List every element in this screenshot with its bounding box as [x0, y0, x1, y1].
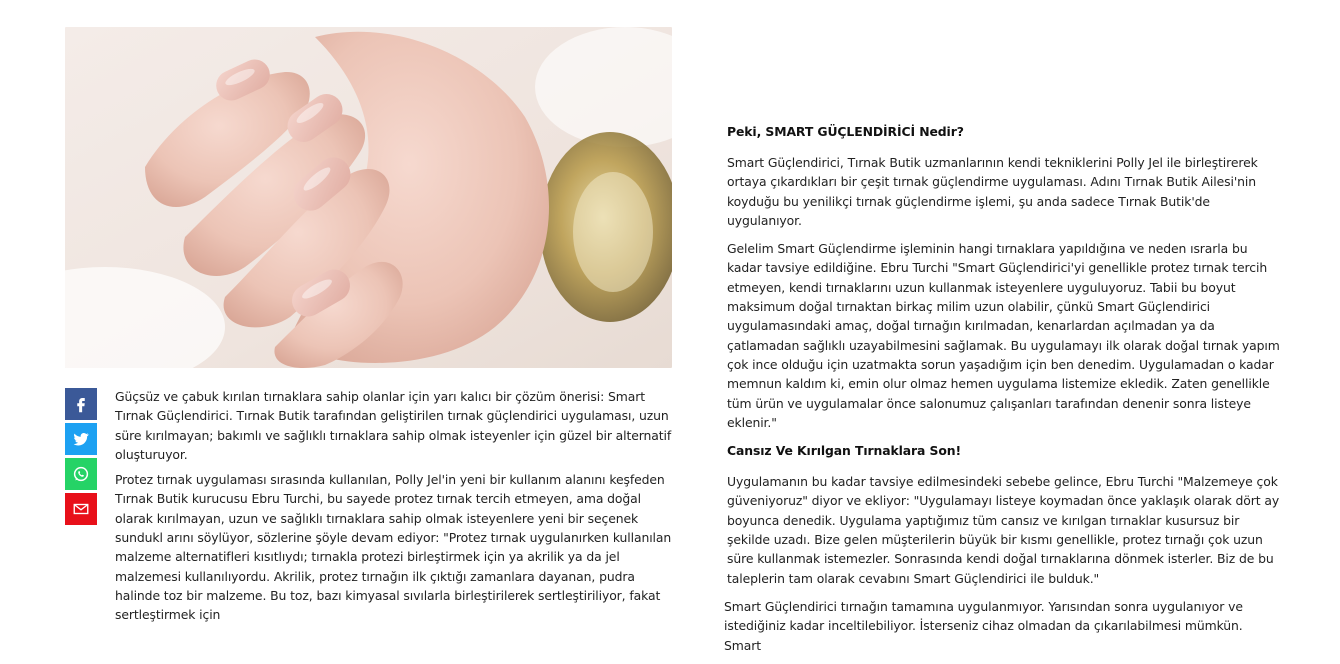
article-body-left — [115, 387, 673, 631]
facebook-share-button[interactable] — [65, 388, 97, 420]
article-paragraph: Gelelim Smart Güçlendirme işleminin hangi tırnaklara yapıldığına ve neden ısrarla bu kadar tavsiye edildiğine. Ebru Turchi "Smart Güçlendirici'yi genellikle protez tırnak tercih etmeyen, kendi tırnaklarını uzun kullanmak isteyenlere uyguluyoruz. Tabii bu boyut maksimum doğal tırnaktan birkaç milim uzun olabilir, çünkü Smart Güçlendirici uygulamasındaki amaç, doğal tırnağın kırılmadan, kenarlardan açılmadan ya da çatlamadan sağlıklı uzayabilmesini sağlamak. Bu uygulamayı ilk olarak doğal tırnak yapım çok ince olduğu için uzatmakta sorun yaşadığım için ben denedim. Uygulamadan o kadar memnun kaldım ki, emin olur olmaz hemen uygulama listemize ekledik. Zaten genellikle tüm ürün ve uygulamalar önce salonumuz çalışanları tarafından denenir sonra listeye eklenir." — [727, 241, 1280, 430]
article-body-right — [724, 122, 1283, 664]
article-hero-image — [65, 27, 672, 368]
email-icon — [72, 500, 90, 518]
article-paragraph: Protez tırnak uygulaması sırasında kullanılan, Polly Jel'in yeni bir kullanım alanını keşfeden Tırnak Butik kurucusu Ebru Turchi, bu sayede protez tırnak tercih etmeyen, ama doğal olarak kırılmayan, uzun ve sağlıklı tırnaklara sahip olmak isteyenlere yeni bir seçenek sundukl arını söylüyor, sözlerine şöyle devam ediyor: "Protez tırnak uygulanırken kullanılan malzeme alternatifleri kısıtlıydı; tırnakla protezi birleştirmek için ya akrilik ya da jel malzemesi kullanılıyordu. Akrilik, protez tırnağın ilk çıktığı zamanlara dayanan, pudra halinde toz bir malzeme. Bu toz, bazı kimyasal sıvılarla birleştirilerek sertleştiriliyor, fakat sertleştirmek için — [115, 472, 672, 623]
section-heading-smart: Peki, SMART GÜÇLENDİRİCİ Nedir? — [727, 124, 964, 139]
twitter-icon — [72, 430, 90, 448]
article-paragraph: Uygulamanın bu kadar tavsiye edilmesindeki sebebe gelince, Ebru Turchi "Malzemeye çok güveniyoruz" diyor ve ekliyor: "Uygulamayı listeye koymadan önce yaklaşık olarak dört ay boyunca denedik. Uygulama yaptığımız tüm cansız ve kırılgan tırnaklar kusursuz bir şekilde uzadı. Bize gelen müşterilerin büyük bir kısmı genellikle, protez tırnağı çok uzun süre kullanmak istemezler. Sonrasında kendi doğal tırnaklarına dönmek isterler. Biz de bu taleplerin tam olarak cevabını Smart Güçlendirici ile bulduk." — [727, 474, 1280, 586]
twitter-share-button[interactable] — [65, 423, 97, 455]
whatsapp-share-button[interactable] — [65, 458, 97, 490]
article-paragraph: Smart Güçlendirici tırnağın tamamına uygulanmıyor. Yarısından sonra uygulanıyor ve istediğiniz kadar inceltilebiliyor. İsterseniz cihaz olmadan da çıkarılabilmesi mümkün. Smart — [724, 598, 1243, 653]
email-share-button[interactable] — [65, 493, 97, 525]
facebook-icon — [72, 395, 90, 413]
whatsapp-icon — [72, 465, 90, 483]
article-paragraph: Smart Güçlendirici, Tırnak Butik uzmanlarının kendi tekniklerini Polly Jel ile birleştirerek ortaya çıkardıkları bir çeşit tırnak güçlendirme uygulaması. Adını Tırnak Butik Ailesi'nin koyduğu bu yenilikçi tırnak güçlendirme işlemi, şu anda sadece Tırnak Butik'de uygulanıyor. — [727, 155, 1258, 228]
article-paragraph: Güçsüz ve çabuk kırılan tırnaklara sahip olanlar için yarı kalıcı bir çözüm önerisi: Smart Tırnak Güçlendirici. Tırnak Butik tarafından geliştirilen tırnak güçlendirici uygulaması, uzun süre kırılmayan; bakımlı ve sağlıklı tırnaklara sahip olmak isteyenler için güzel bir alternatif oluşturuyor. — [115, 389, 672, 462]
social-share-bar — [65, 388, 97, 525]
nails-photo — [65, 27, 672, 368]
section-heading-cansiz: Cansız Ve Kırılgan Tırnaklara Son! — [727, 443, 962, 459]
